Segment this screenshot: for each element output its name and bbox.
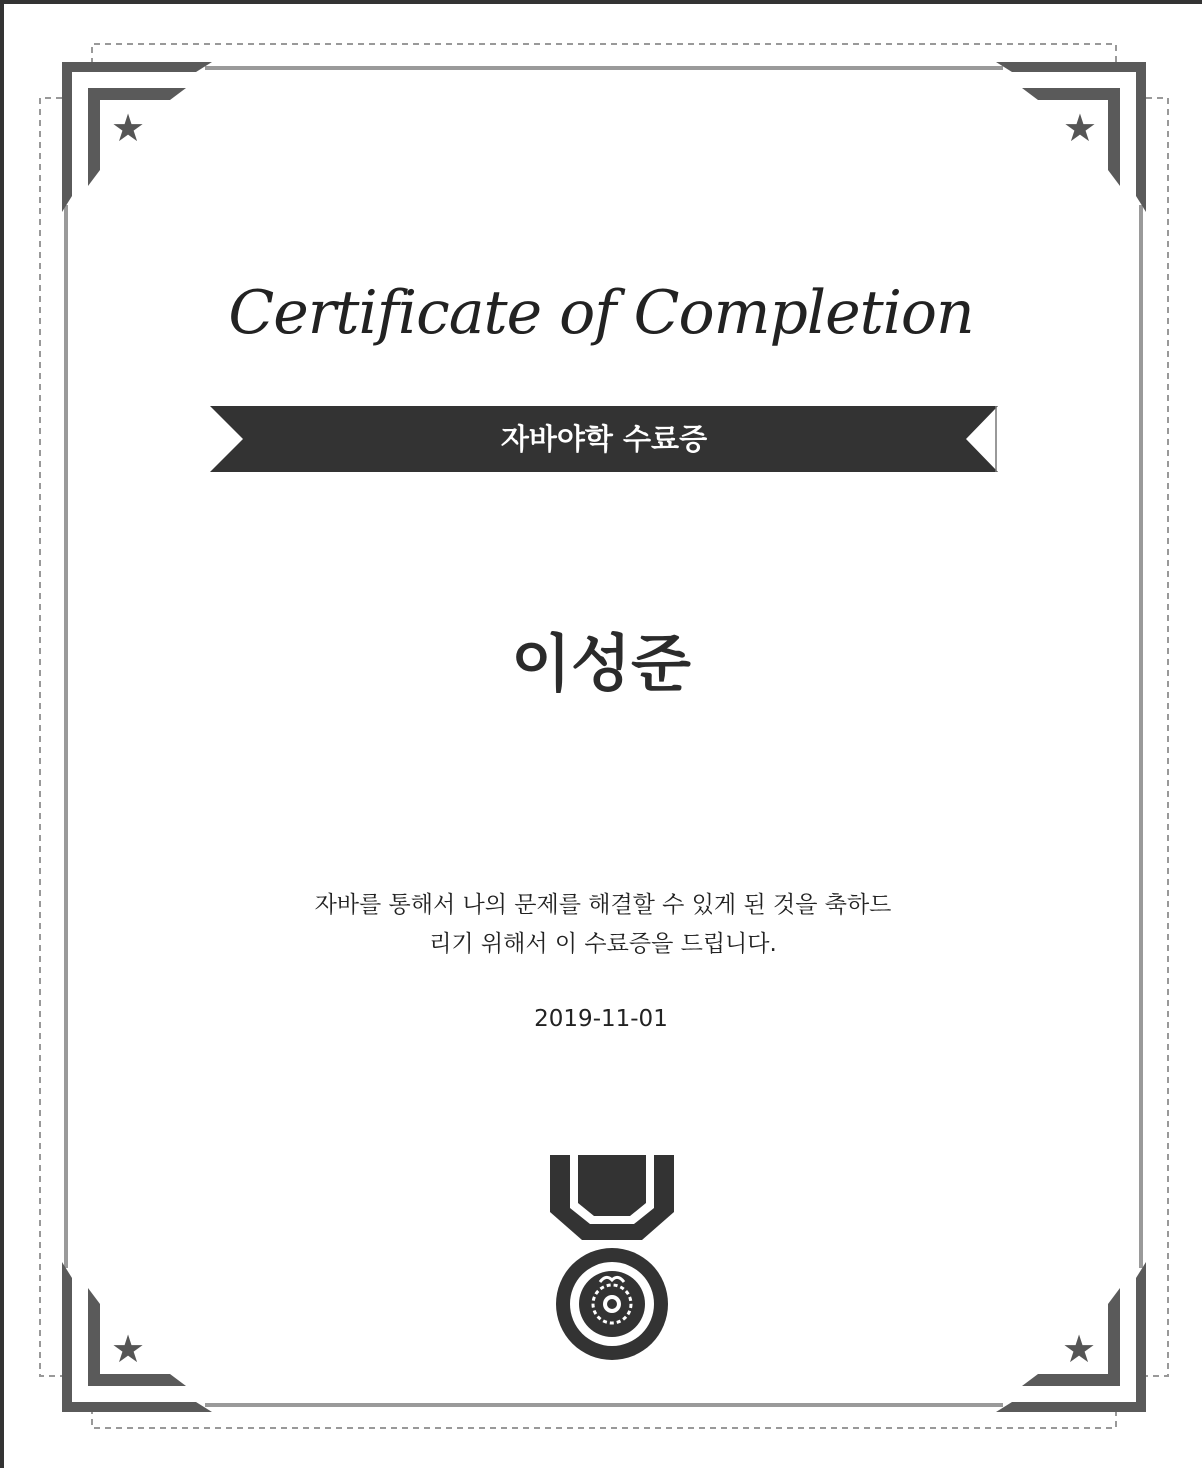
star-icon: ★ (110, 1327, 146, 1371)
corner-top-left (62, 62, 212, 212)
message-line-1: 자바를 통해서 나의 문제를 해결할 수 있게 된 것을 축하드 (314, 892, 892, 918)
star-icon: ★ (1061, 1327, 1097, 1371)
star-icon: ★ (1062, 106, 1098, 150)
certificate-message (300, 886, 906, 964)
star-icon: ★ (110, 106, 146, 150)
message-line-2: 리기 위해서 이 수료증을 드립니다. (429, 931, 777, 957)
certificate-date: 2019-11-01 (534, 1006, 668, 1032)
medal-icon (550, 1155, 674, 1360)
ribbon-label: 자바야학 수료증 (500, 422, 708, 456)
recipient-name: 이성준 (511, 627, 691, 700)
corner-top-right (996, 62, 1146, 212)
certificate-title: Certificate of Completion (228, 278, 974, 348)
